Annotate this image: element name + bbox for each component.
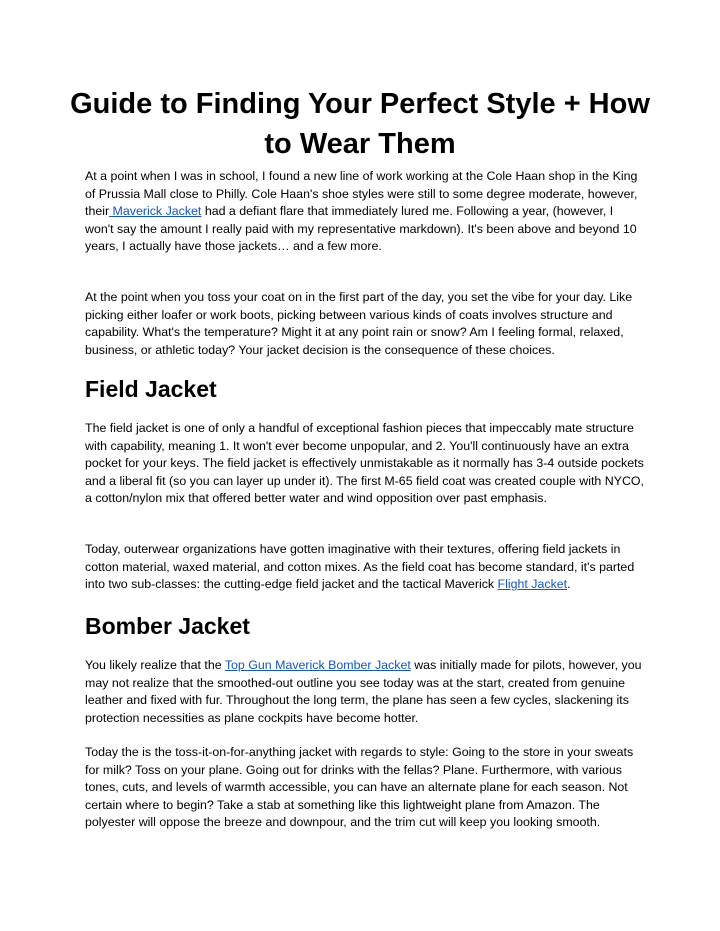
field-paragraph-1: The field jacket is one of only a handful of exceptional fashion pieces that impeccably mate structure with capability, meaning 1. It won't ever become unpopular, and 2. You'll continuously have an extra pocket for your keys. The field jacket is effectively unmistakable as it normally has 3-4 outside pockets and a liberal fit (so you can layer up under it). The first M-65 field coat was created couple with NYCO, a cotton/nylon mix that offered better water and wind opposition over past emphasis. [85,421,644,505]
intro-text-2: had a defiant flare that immediately lured me. Following a year, (however, I won't say the amount I really paid with my representative markdown). It's been above and beyond 10 years, I actually have those jackets… and a few more. [85,204,637,253]
top-gun-bomber-jacket-link[interactable]: Top Gun Maverick Bomber Jacket [224,658,411,672]
bomber-paragraph-2: Today the is the toss-it-on-for-anything jacket with regards to style: Going to the store in your sweats for milk? Toss on your plane. Going out for drinks with the fellas? Plane. Furthermore, with various tones, cuts, and levels of warmth accessible, you can have an alternate plane for each season. Not certain where to begin? Take a stab at something like this lightweight plane from Amazon. The polyester will oppose the breeze and downpour, and the trim cut will keep you looking smooth. [85,745,634,829]
intro-paragraph-2: At the point when you toss your coat on in the first part of the day, you set the vibe for your day. Like picking either loafer or work boots, picking between various kinds of coats involves structure and capability. What's the temperature? Might it at any point rain or snow? Am I feeling formal, relaxed, business, or athletic today? Your jacket decision is the consequence of these choices. [85,290,633,357]
field-text-1: Today, outerwear organizations have gotten imaginative with their textures, offering field jackets in cotton material, waxed material, and cotton mixes. As the field coat has become standard, it's parted into two sub-classes: the cutting-edge field jacket and the tactical Maverick [85,542,635,591]
flight-jacket-link[interactable]: Flight Jacket [497,577,568,591]
page-title: Guide to Finding Your Perfect Style + How to Wear Them [70,88,650,160]
intro-text-1: At a point when I was in school, I found a new line of work working at the Cole Haan shop in the King of Prussia Mall close to Philly. Cole Haan's shoe styles were still to some degree moderate, however, their [85,169,638,218]
maverick-jacket-link[interactable]: Maverick Jacket [109,204,202,218]
field-text-2: . [567,577,571,591]
bomber-jacket-heading: Bomber Jacket [85,613,250,639]
field-jacket-heading: Field Jacket [85,376,217,402]
bomber-text-2: was initially made for pilots, however, you may not realize that the smoothed-out outline you see today was at the start, created from genuine leather and fixed with fur. Throughout the long term, the plane has seen a few cycles, slackening its protection necessities as plane cockpits have become hotter. [85,658,642,725]
field-paragraph-2 [85,541,645,594]
bomber-paragraph-1 [85,657,645,727]
bomber-text-1: You likely realize that the [85,658,225,672]
intro-paragraph-1 [85,168,645,256]
